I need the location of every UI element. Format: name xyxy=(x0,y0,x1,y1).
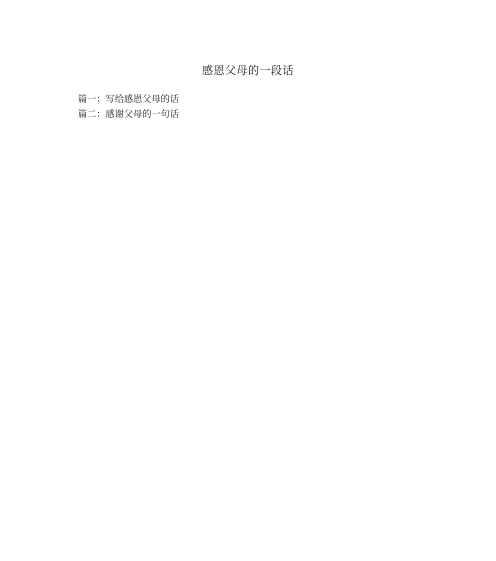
section-heading-1: 篇一：写给感恩父母的话 xyxy=(78,94,180,105)
section-heading-2: 篇二：感谢父母的一句话 xyxy=(78,109,180,120)
document-title: 感恩父母的一段话 xyxy=(202,64,294,77)
